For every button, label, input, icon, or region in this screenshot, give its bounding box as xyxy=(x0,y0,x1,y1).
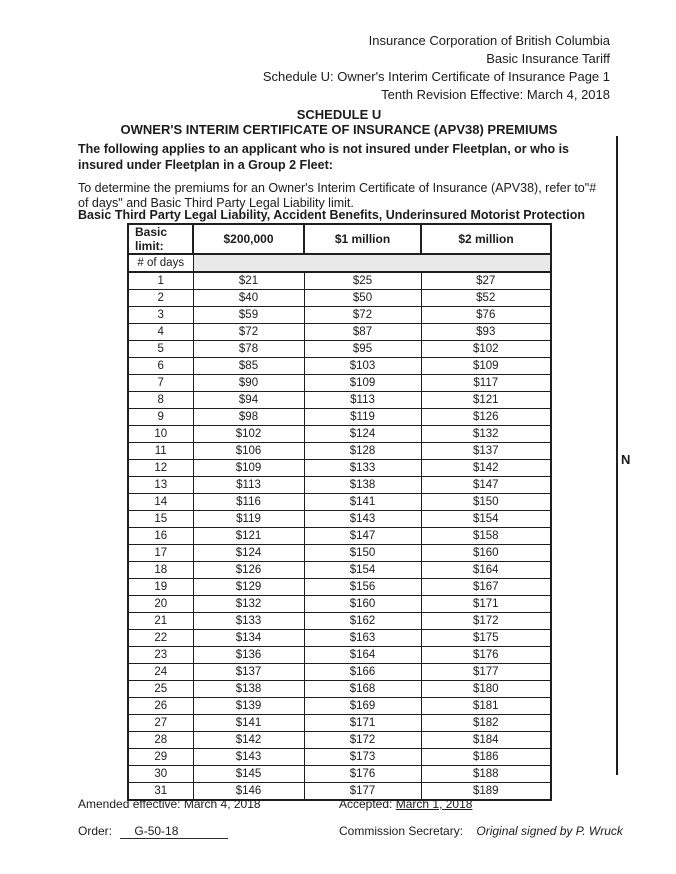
table-row xyxy=(128,494,551,511)
title-block xyxy=(0,108,676,137)
table-row xyxy=(128,358,551,375)
premium-cell: $59 xyxy=(193,307,304,324)
premium-cell: $141 xyxy=(304,494,421,511)
days-subheader-row xyxy=(128,254,551,272)
premium-cell: $147 xyxy=(421,477,551,494)
premium-cell: $133 xyxy=(193,613,304,630)
premium-cell: $167 xyxy=(421,579,551,596)
accepted-date: March 1, 2018 xyxy=(395,797,473,811)
premium-cell: $72 xyxy=(193,324,304,341)
table-row xyxy=(128,272,551,290)
premium-cell: $176 xyxy=(421,647,551,664)
premium-cell: $182 xyxy=(421,715,551,732)
days-subheader-label: # of days xyxy=(128,254,193,272)
premium-cell: $158 xyxy=(421,528,551,545)
premium-cell: $143 xyxy=(193,749,304,766)
table-row xyxy=(128,528,551,545)
premium-cell: $137 xyxy=(421,443,551,460)
header-line-schedule: Schedule U: Owner's Interim Certificate of Insurance Page 1 xyxy=(262,69,610,84)
premium-cell: $121 xyxy=(193,528,304,545)
secretary-signature: Original signed by P. Wruck xyxy=(476,824,623,838)
header-line-corporation: Insurance Corporation of British Columbia xyxy=(368,33,610,48)
premium-cell: $133 xyxy=(304,460,421,477)
days-cell: 8 xyxy=(128,392,193,409)
table-row xyxy=(128,324,551,341)
table-row xyxy=(128,647,551,664)
premium-cell: $102 xyxy=(421,341,551,358)
table-row xyxy=(128,341,551,358)
days-cell: 3 xyxy=(128,307,193,324)
table-row xyxy=(128,630,551,647)
premium-cell: $164 xyxy=(421,562,551,579)
days-cell: 10 xyxy=(128,426,193,443)
premium-cell: $164 xyxy=(304,647,421,664)
premium-cell: $27 xyxy=(421,272,551,290)
premium-cell: $154 xyxy=(421,511,551,528)
premium-cell: $25 xyxy=(304,272,421,290)
table-row xyxy=(128,290,551,307)
days-cell: 6 xyxy=(128,358,193,375)
table-row xyxy=(128,375,551,392)
revision-mark: N xyxy=(621,452,631,467)
premium-cell: $137 xyxy=(193,664,304,681)
column-header-1m: $1 million xyxy=(304,224,421,254)
secretary-line xyxy=(339,824,623,838)
premium-cell: $180 xyxy=(421,681,551,698)
premium-cell: $156 xyxy=(304,579,421,596)
days-cell: 9 xyxy=(128,409,193,426)
document-header xyxy=(263,32,610,104)
premium-cell: $116 xyxy=(193,494,304,511)
table-row xyxy=(128,545,551,562)
premium-cell: $78 xyxy=(193,341,304,358)
accepted-line xyxy=(339,797,472,811)
premium-cell: $76 xyxy=(421,307,551,324)
days-cell: 2 xyxy=(128,290,193,307)
days-cell: 12 xyxy=(128,460,193,477)
applicability-paragraph: The following applies to an applicant who is not insured under Fleetplan, or who is insured under Fleetplan in a Group 2 Fleet: xyxy=(78,142,570,172)
premium-cell: $173 xyxy=(304,749,421,766)
days-cell: 18 xyxy=(128,562,193,579)
table-caption: Basic Third Party Legal Liability, Accident Benefits, Underinsured Motorist Protection xyxy=(78,208,586,222)
table-row xyxy=(128,443,551,460)
premium-cell: $103 xyxy=(304,358,421,375)
days-cell: 1 xyxy=(128,272,193,290)
premium-cell: $176 xyxy=(304,766,421,783)
schedule-title: SCHEDULE U xyxy=(296,107,382,122)
premium-cell: $124 xyxy=(193,545,304,562)
table-row xyxy=(128,766,551,783)
table-body xyxy=(128,272,551,800)
premium-cell: $172 xyxy=(304,732,421,749)
premium-cell: $169 xyxy=(304,698,421,715)
premium-cell: $52 xyxy=(421,290,551,307)
schedule-subtitle: OWNER'S INTERIM CERTIFICATE OF INSURANCE (APV38) PREMIUMS xyxy=(120,121,558,137)
premium-cell: $102 xyxy=(193,426,304,443)
premium-cell: $166 xyxy=(304,664,421,681)
premium-cell: $171 xyxy=(421,596,551,613)
days-cell: 15 xyxy=(128,511,193,528)
premium-cell: $145 xyxy=(193,766,304,783)
premium-cell: $94 xyxy=(193,392,304,409)
premium-cell: $160 xyxy=(421,545,551,562)
table-row xyxy=(128,460,551,477)
premium-cell: $113 xyxy=(193,477,304,494)
premium-cell: $109 xyxy=(304,375,421,392)
days-cell: 4 xyxy=(128,324,193,341)
premium-cell: $171 xyxy=(304,715,421,732)
premium-cell: $150 xyxy=(421,494,551,511)
column-header-200k: $200,000 xyxy=(193,224,304,254)
premium-cell: $168 xyxy=(304,681,421,698)
premium-cell: $129 xyxy=(193,579,304,596)
premium-cell: $132 xyxy=(193,596,304,613)
premium-cell: $119 xyxy=(304,409,421,426)
revision-change-bar xyxy=(616,136,618,775)
premium-cell: $139 xyxy=(193,698,304,715)
premium-cell: $119 xyxy=(193,511,304,528)
premium-cell: $143 xyxy=(304,511,421,528)
days-cell: 16 xyxy=(128,528,193,545)
premium-cell: $109 xyxy=(421,358,551,375)
premium-cell: $146 xyxy=(193,783,304,801)
days-cell: 13 xyxy=(128,477,193,494)
premium-cell: $106 xyxy=(193,443,304,460)
secretary-label: Commission Secretary: xyxy=(339,824,464,838)
premium-cell: $126 xyxy=(193,562,304,579)
order-label: Order: xyxy=(78,824,113,838)
premium-cell: $90 xyxy=(193,375,304,392)
premium-cell: $172 xyxy=(421,613,551,630)
premium-cell: $72 xyxy=(304,307,421,324)
days-cell: 19 xyxy=(128,579,193,596)
premium-cell: $124 xyxy=(304,426,421,443)
table-row xyxy=(128,664,551,681)
premium-cell: $40 xyxy=(193,290,304,307)
days-cell: 11 xyxy=(128,443,193,460)
premium-cell: $186 xyxy=(421,749,551,766)
premium-cell: $85 xyxy=(193,358,304,375)
basic-limit-header: Basic limit: xyxy=(128,224,193,254)
table-row xyxy=(128,749,551,766)
instruction-paragraph: To determine the premiums for an Owner's Interim Certificate of Insurance (APV38), refer to"# of days" and Basic Third Party Legal Liability limit. xyxy=(78,181,597,210)
days-cell: 22 xyxy=(128,630,193,647)
days-cell: 5 xyxy=(128,341,193,358)
premium-cell: $184 xyxy=(421,732,551,749)
premium-cell: $126 xyxy=(421,409,551,426)
column-header-2m: $2 million xyxy=(421,224,551,254)
premium-cell: $163 xyxy=(304,630,421,647)
days-cell: 27 xyxy=(128,715,193,732)
days-cell: 21 xyxy=(128,613,193,630)
premium-cell: $136 xyxy=(193,647,304,664)
days-cell: 31 xyxy=(128,783,193,801)
premium-cell: $128 xyxy=(304,443,421,460)
table-row xyxy=(128,613,551,630)
table-header-row xyxy=(128,224,551,254)
premium-cell: $189 xyxy=(421,783,551,801)
header-line-revision: Tenth Revision Effective: March 4, 2018 xyxy=(381,87,610,102)
table-row xyxy=(128,715,551,732)
premium-cell: $150 xyxy=(304,545,421,562)
premium-cell: $138 xyxy=(304,477,421,494)
premium-cell: $109 xyxy=(193,460,304,477)
premium-cell: $147 xyxy=(304,528,421,545)
premium-cell: $134 xyxy=(193,630,304,647)
days-cell: 26 xyxy=(128,698,193,715)
days-cell: 28 xyxy=(128,732,193,749)
days-cell: 30 xyxy=(128,766,193,783)
days-cell: 17 xyxy=(128,545,193,562)
table-row xyxy=(128,511,551,528)
premium-cell: $141 xyxy=(193,715,304,732)
table-row xyxy=(128,562,551,579)
table-row xyxy=(128,477,551,494)
days-cell: 14 xyxy=(128,494,193,511)
order-number: G-50-18 xyxy=(120,824,228,839)
premium-cell: $93 xyxy=(421,324,551,341)
accepted-label: Accepted: xyxy=(339,797,393,811)
premium-cell: $160 xyxy=(304,596,421,613)
premium-cell: $181 xyxy=(421,698,551,715)
premium-cell: $177 xyxy=(421,664,551,681)
premium-cell: $21 xyxy=(193,272,304,290)
days-cell: 23 xyxy=(128,647,193,664)
premium-cell: $138 xyxy=(193,681,304,698)
premium-cell: $154 xyxy=(304,562,421,579)
days-cell: 20 xyxy=(128,596,193,613)
amended-effective-text: Amended effective: March 4, 2018 xyxy=(78,797,261,811)
table-row xyxy=(128,681,551,698)
order-line xyxy=(78,824,228,839)
table-row xyxy=(128,698,551,715)
days-cell: 24 xyxy=(128,664,193,681)
days-cell: 7 xyxy=(128,375,193,392)
premium-cell: $87 xyxy=(304,324,421,341)
premium-cell: $95 xyxy=(304,341,421,358)
table-row xyxy=(128,392,551,409)
premium-cell: $142 xyxy=(193,732,304,749)
table-row xyxy=(128,426,551,443)
header-line-tariff: Basic Insurance Tariff xyxy=(486,51,610,66)
premium-cell: $188 xyxy=(421,766,551,783)
shaded-strip xyxy=(193,254,551,272)
premium-cell: $50 xyxy=(304,290,421,307)
table-row xyxy=(128,732,551,749)
premium-cell: $142 xyxy=(421,460,551,477)
premium-cell: $121 xyxy=(421,392,551,409)
table-row xyxy=(128,409,551,426)
days-cell: 29 xyxy=(128,749,193,766)
premium-cell: $98 xyxy=(193,409,304,426)
table-row xyxy=(128,596,551,613)
premium-cell: $117 xyxy=(421,375,551,392)
table-row xyxy=(128,307,551,324)
premium-cell: $175 xyxy=(421,630,551,647)
days-cell: 25 xyxy=(128,681,193,698)
premiums-table xyxy=(127,223,552,801)
premium-cell: $162 xyxy=(304,613,421,630)
premium-cell: $113 xyxy=(304,392,421,409)
table-row xyxy=(128,579,551,596)
premium-cell: $132 xyxy=(421,426,551,443)
premium-cell: $177 xyxy=(304,783,421,801)
